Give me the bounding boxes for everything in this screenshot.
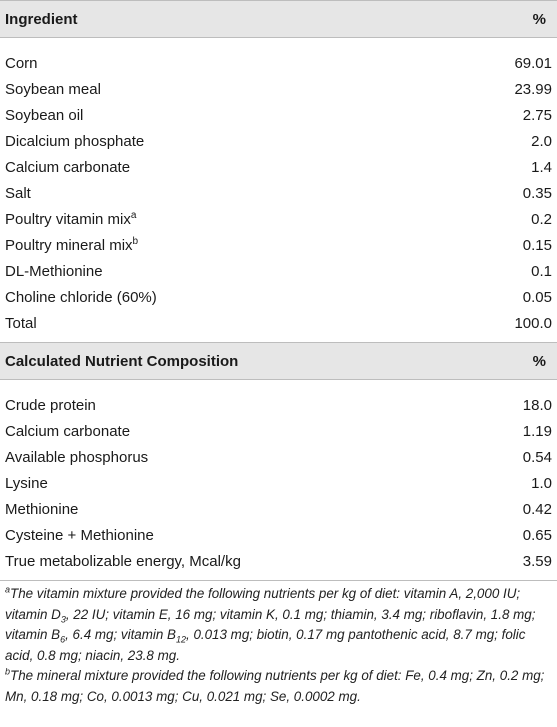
row-name: Choline chloride (60%) — [5, 288, 157, 306]
table-row — [0, 50, 557, 76]
table-row — [0, 470, 557, 496]
footnote-a-text-3: , 6.4 mg; vitamin B — [65, 627, 176, 642]
row-name: Soybean meal — [5, 80, 101, 98]
row-value: 3.59 — [522, 552, 552, 570]
row-name: Corn — [5, 54, 38, 72]
table-row — [0, 180, 557, 206]
row-name: Available phosphorus — [5, 448, 149, 466]
spacer — [0, 38, 557, 50]
row-value: 69.01 — [514, 54, 552, 72]
row-value: 2.75 — [522, 106, 552, 124]
row-name-text: Poultry vitamin mix — [5, 210, 131, 228]
footnote-marker: a — [130, 209, 137, 221]
table-row — [0, 496, 557, 522]
ingredient-header-row — [0, 0, 557, 38]
row-name: Calcium carbonate — [5, 422, 131, 440]
footnote-a-text-1: The vitamin mixture provided the following nutrients per kg of diet: vitamin A, 2,000 IU; vitamin D — [5, 586, 521, 622]
table-row — [0, 284, 557, 310]
table-row — [0, 522, 557, 548]
row-name: Methionine — [5, 500, 79, 518]
row-name: Dicalcium phosphate — [5, 132, 145, 150]
table-footnotes — [0, 581, 557, 707]
spacer — [0, 380, 557, 392]
table-row — [0, 154, 557, 180]
row-value: 100.0 — [514, 314, 552, 332]
ingredient-header-percent: % — [532, 10, 546, 28]
row-value: 1.19 — [522, 422, 552, 440]
row-value: 0.1 — [531, 262, 552, 280]
row-name-text: Poultry mineral mix — [5, 236, 133, 254]
footnote-b-marker: b — [5, 666, 11, 677]
row-name — [5, 211, 136, 228]
nutrient-header-percent: % — [532, 352, 546, 370]
row-value: 0.15 — [522, 236, 552, 254]
row-value: 0.35 — [522, 184, 552, 202]
table-row — [0, 548, 557, 574]
row-name — [5, 237, 138, 254]
nutrient-header-row — [0, 342, 557, 380]
row-name: Lysine — [5, 474, 48, 492]
table-row — [0, 206, 557, 232]
row-value: 23.99 — [514, 80, 552, 98]
row-name: True metabolizable energy, Mcal/kg — [5, 552, 241, 570]
footnote-a-text-2: , 22 IU; vitamin E, 16 mg; vitamin K, 0.1 mg; thiamin, 3.4 mg; riboflavin, 1.8 mg; vitamin B — [5, 606, 536, 642]
table-row — [0, 444, 557, 470]
row-value: 18.0 — [522, 396, 552, 414]
table-row — [0, 258, 557, 284]
row-name: Calcium carbonate — [5, 158, 131, 176]
row-value: 0.2 — [531, 210, 552, 228]
table-row-total — [0, 310, 557, 336]
table-row — [0, 102, 557, 128]
nutrient-header-label: Calculated Nutrient Composition — [5, 352, 239, 370]
row-name: Total — [5, 314, 37, 332]
table-row — [0, 128, 557, 154]
table-row — [0, 418, 557, 444]
row-value: 1.4 — [531, 158, 552, 176]
table-row — [0, 392, 557, 418]
row-name: Crude protein — [5, 396, 96, 414]
footnote-a-subscript: 12 — [175, 634, 186, 645]
table-row — [0, 232, 557, 258]
row-value: 0.42 — [522, 500, 552, 518]
row-name: Soybean oil — [5, 106, 84, 124]
row-value: 0.54 — [522, 448, 552, 466]
footnote-b-text: The mineral mixture provided the following nutrients per kg of diet: Fe, 0.4 mg; Zn, 0.2 mg; Mn, 0.18 mg; Co, 0.0013 mg; Cu, 0.021 mg; Se, 0.0002 mg. — [5, 668, 545, 704]
ingredient-header-label: Ingredient — [5, 10, 78, 28]
footnote-a-subscript: 3 — [60, 614, 66, 625]
footnote-marker: b — [132, 235, 139, 247]
footnote-a — [5, 584, 552, 666]
row-value: 0.65 — [522, 526, 552, 544]
footnote-a-marker: a — [5, 584, 11, 595]
row-name: Cysteine + Methionine — [5, 526, 154, 544]
row-value: 0.05 — [522, 288, 552, 306]
row-value: 2.0 — [531, 132, 552, 150]
row-name: Salt — [5, 184, 31, 202]
row-name: DL-Methionine — [5, 262, 103, 280]
table-row — [0, 76, 557, 102]
footnote-a-subscript: 6 — [60, 634, 66, 645]
footnote-a-text-4: , 0.013 mg; biotin, 0.17 mg pantothenic acid, 8.7 mg; folic acid, 0.8 mg; niacin, 23.8 mg. — [5, 627, 526, 663]
row-value: 1.0 — [531, 474, 552, 492]
footnote-b — [5, 666, 552, 707]
